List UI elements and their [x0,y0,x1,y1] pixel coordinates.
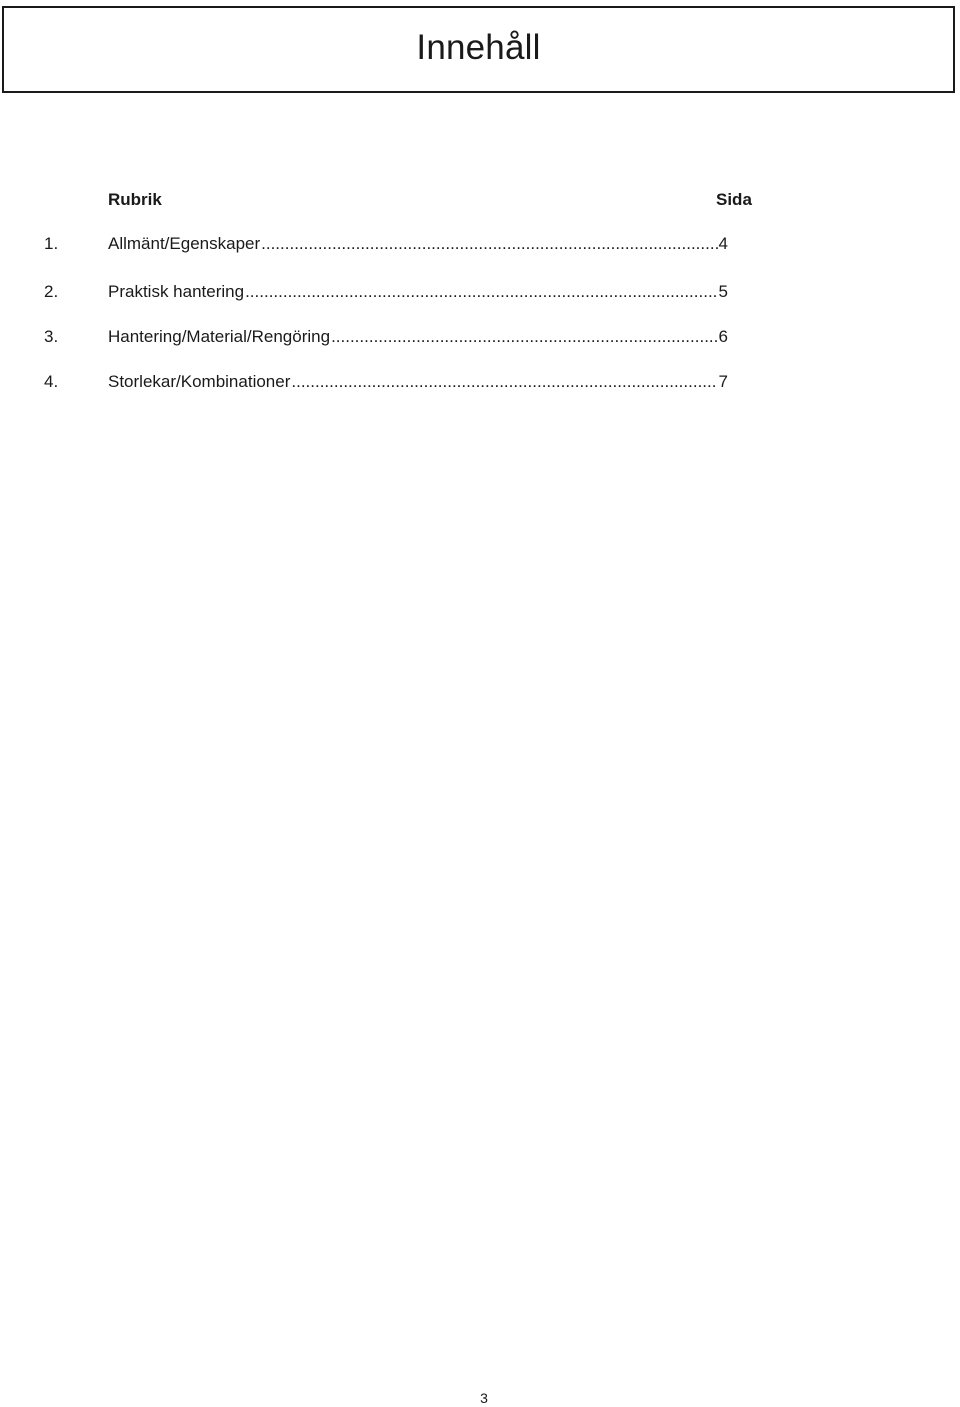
toc-dot-leader [331,325,717,349]
toc-entry-number: 1. [44,234,59,253]
toc-entry-page: 7 [718,372,728,391]
toc-entry-line [108,370,728,394]
toc-entry-label: Allmänt/Egenskaper [108,234,261,253]
toc-entry[interactable] [0,280,960,304]
toc-header-sida: Sida [716,190,752,209]
toc-entry[interactable] [0,370,960,394]
toc-entry-page: 6 [718,327,728,346]
toc-entry-label: Praktisk hantering [108,282,245,301]
toc-header [0,190,960,214]
toc-dot-leader [245,280,717,304]
toc-entry[interactable] [0,325,960,349]
toc-entry-number: 3. [44,327,59,346]
title-box [2,6,955,93]
toc-header-rubrik: Rubrik [108,190,162,209]
toc-entry-number: 2. [44,282,59,301]
toc-entry-label: Hantering/Material/Rengöring [108,327,331,346]
toc-entry-number: 4. [44,372,59,391]
toc-entry-page: 5 [718,282,728,301]
toc-entry-line [108,232,728,256]
toc-dot-leader [261,232,717,256]
toc-dot-leader [291,370,717,394]
toc-entry-page: 4 [718,234,728,253]
page-title: Innehåll [416,27,541,67]
toc-entry-line [108,280,728,304]
toc-entry-line [108,325,728,349]
page-number: 3 [480,1390,488,1406]
toc-entry[interactable] [0,232,960,256]
toc-entry-label: Storlekar/Kombinationer [108,372,291,391]
